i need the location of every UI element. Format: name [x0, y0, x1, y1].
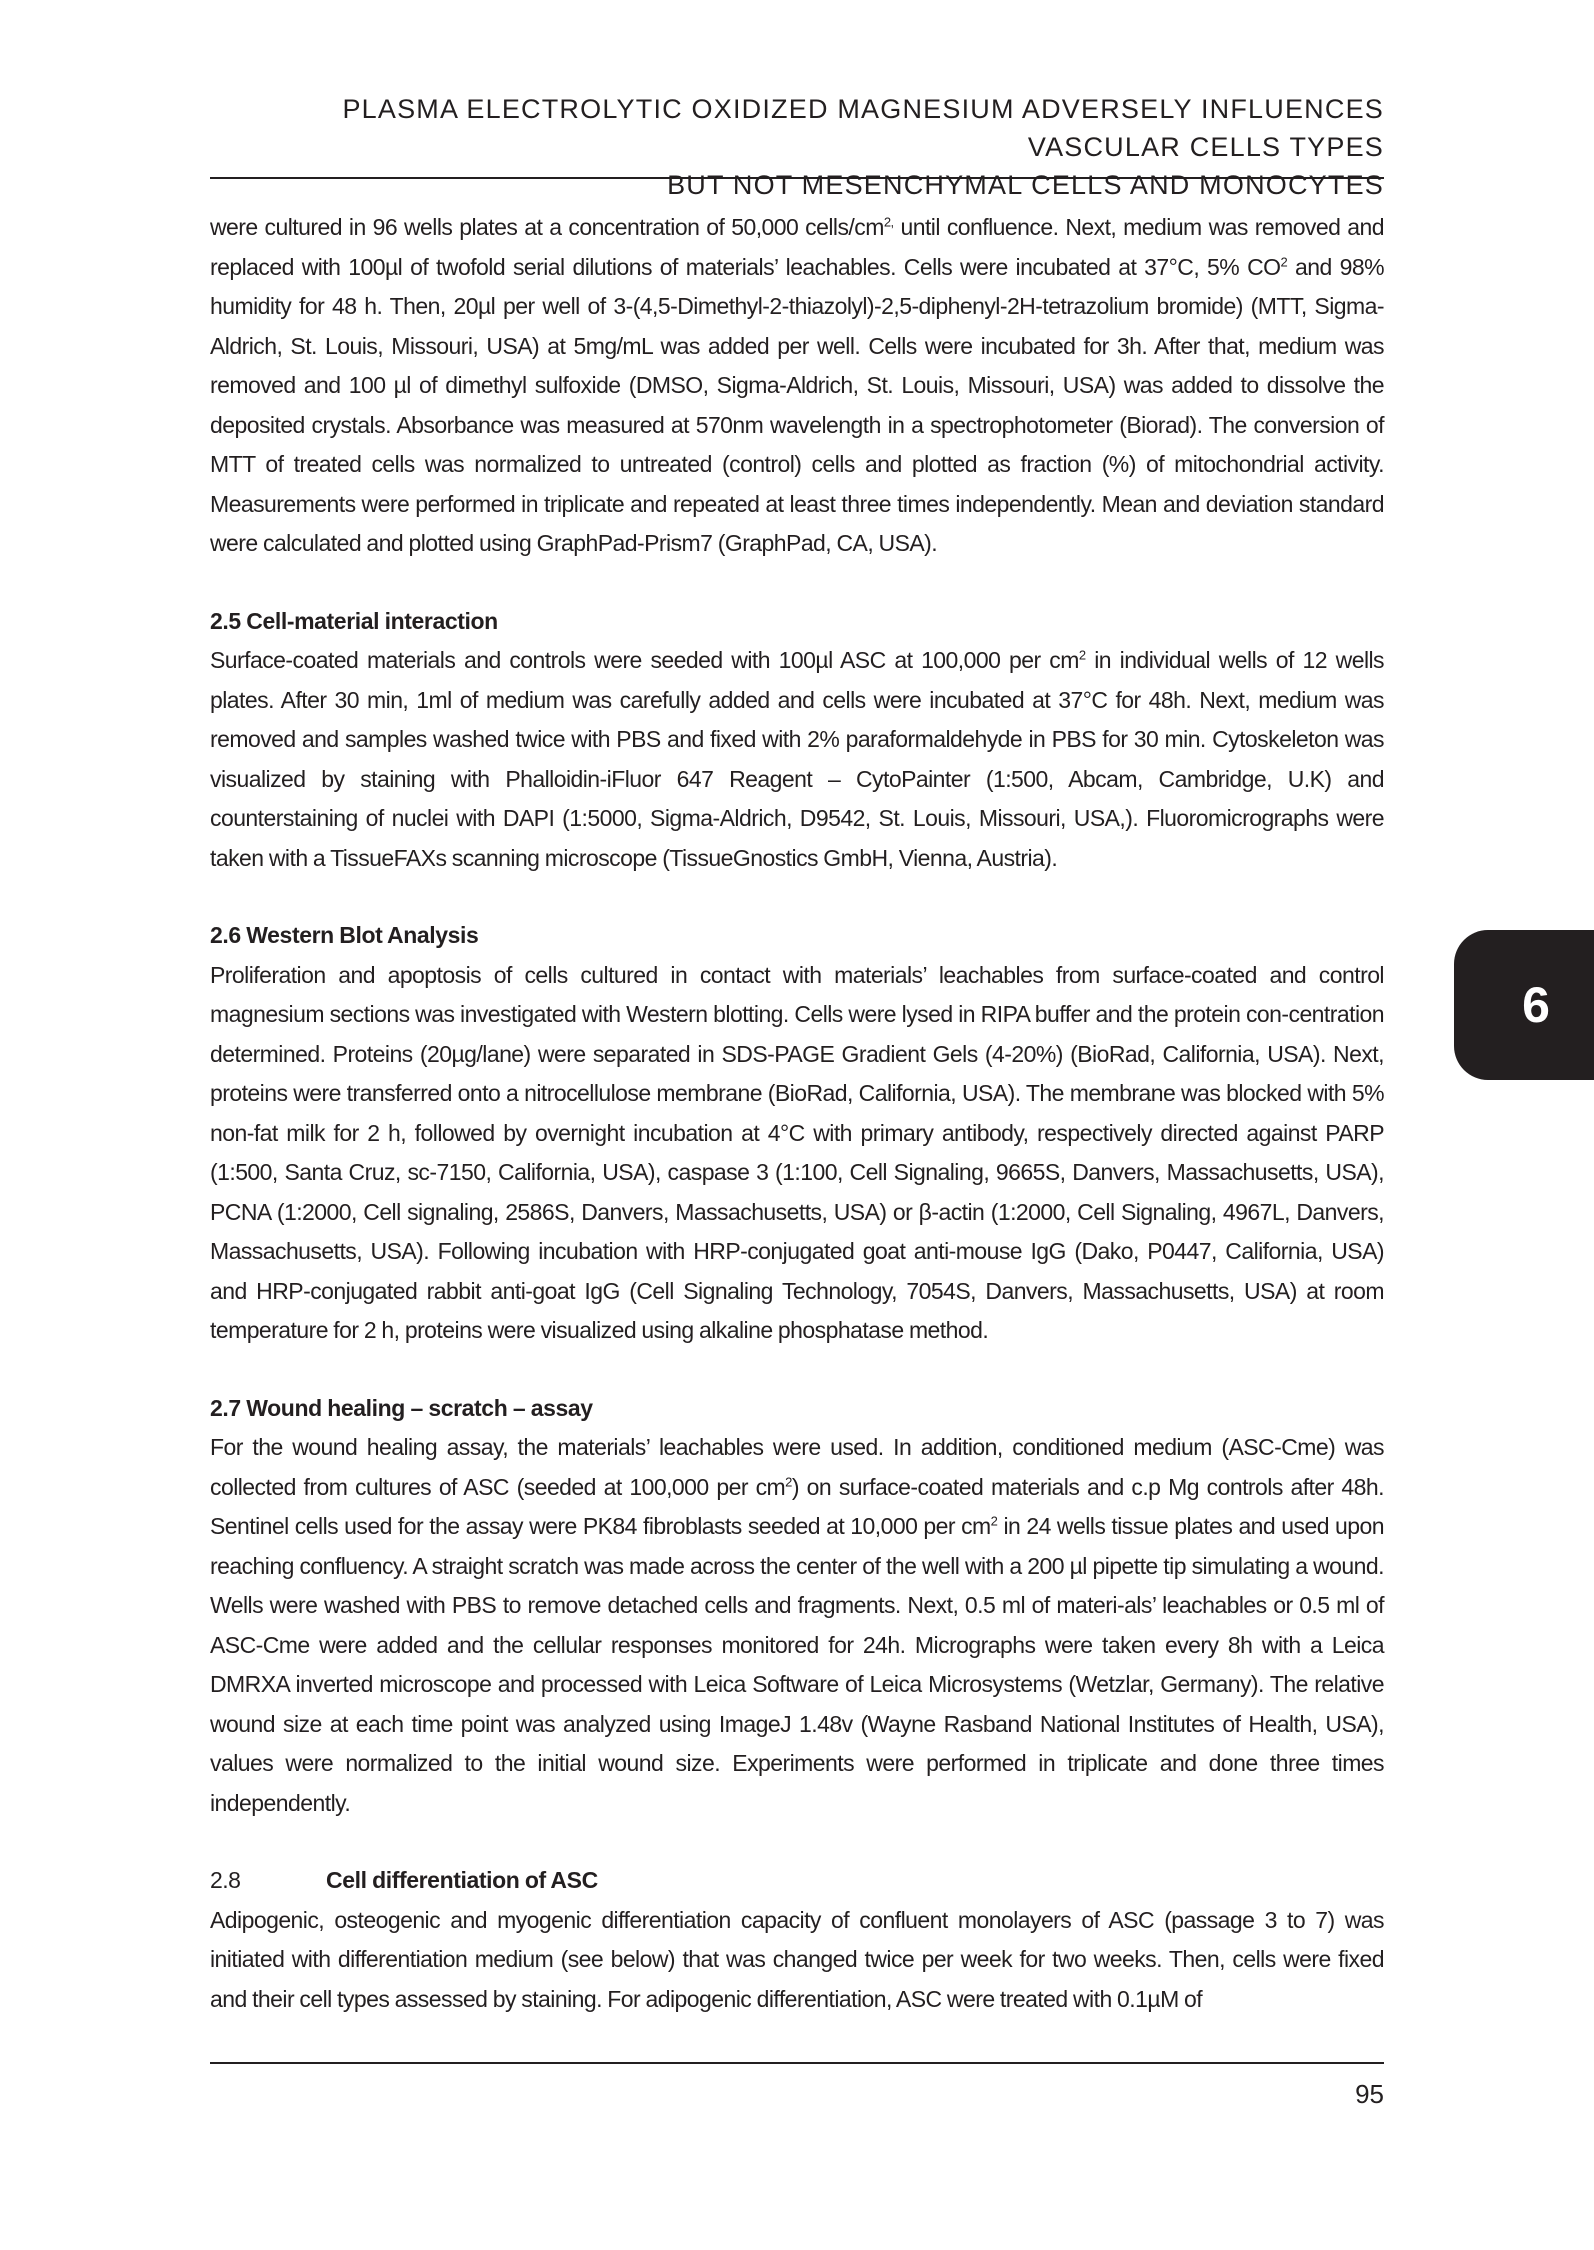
section-title: Cell differentiation of ASC: [326, 1867, 598, 1893]
section-number: 2.8: [210, 1867, 241, 1893]
section-heading-2-6: 2.6 Western Blot Analysis: [210, 922, 479, 948]
section-2-8-paragraph: Adipogenic, osteogenic and myogenic differentiation capacity of confluent monolayers of ASC (passage 3 to 7) was initiated with differentiation medium (see below) that was changed twice per week for two weeks. Then, cells were fixed and their cell types assessed by staining. For adipogenic differentiation, ASC were treated with 0.1µM of: [210, 1906, 1384, 2012]
footer-rule: [210, 2062, 1384, 2064]
running-header-line-1: PLASMA ELECTROLYTIC OXIDIZED MAGNESIUM ADVERSELY INFLUENCES VASCULAR CELLS TYPES: [342, 94, 1384, 162]
page-body: [210, 208, 1384, 2019]
running-header: [210, 90, 1384, 204]
section-2-6-paragraph: Proliferation and apoptosis of cells cultured in contact with materials’ leachables from surface-coated and control magnesium sections was investigated with Western blotting. Cells were lysed in RIPA buffer and the protein con-centration determined. Proteins (20µg/lane) were separated in SDS-PAGE Gradient Gels (4-20%) (BioRad, California, USA). Next, proteins were transferred onto a nitrocellulose membrane (BioRad, California, USA). The membrane was blocked with 5% non-fat milk for 2 h, followed by overnight incubation at 4°C with primary antibody, respectively directed against PARP (1:500, Santa Cruz, sc-7150, California, USA), caspase 3 (1:100, Cell Signaling, 9665S, Danvers, Massachusetts, USA), PCNA (1:2000, Cell signaling, 2586S, Danvers, Massachusetts, USA) or β-actin (1:2000, Cell Signaling, 4967L, Danvers, Massachusetts, USA). Following incubation with HRP-conjugated goat anti-mouse IgG (Dako, P0447, California, USA) and HRP-conjugated rabbit anti-goat IgG (Cell Signaling Technology, 7054S, Danvers, Massachusetts, USA) at room temperature for 2 h, proteins were visualized using alkaline phosphatase method.: [210, 961, 1384, 1343]
intro-paragraph: were cultured in 96 wells plates at a concentration of 50,000 cells/$cm^{2,}$ until confluence. Next, medium was removed and replaced with 100µl of twofold serial dilutions of materials’ leachables. Cells were incubated at 37°C, 5% $CO^2$ and 98% humidity for 48 h. Then, 20µl per well of 3-(4,5-Dimethyl-2-thiazolyl)-2,5-diphenyl-2H-tetrazolium bromide) (MTT, Sigma-Aldrich, St. Louis, Missouri, USA) at 5mg/mL was added per well. Cells were incubated for 3h. After that, medium was removed and 100 µl of dimethyl sulfoxide (DMSO, Sigma-Aldrich, St. Louis, Missouri, USA) was added to dissolve the deposited crystals. Absorbance was measured at 570nm wavelength in a spectrophotometer (Biorad). The conversion of MTT of treated cells was normalized to untreated (control) cells and plotted as fraction (%) of mitochondrial activity. Measurements were performed in triplicate and repeated at least three times independently. Mean and deviation standard were calculated and plotted using GraphPad-Prism7 (GraphPad, CA, USA).: [210, 214, 1384, 556]
section-2-5-paragraph: Surface-coated materials and controls were seeded with 100µl ASC at 100,000 per $cm^2$ in individual wells of 12 wells plates. After 30 min, 1ml of medium was carefully added and cells were incubated at 37°C for 48h. Next, medium was removed and samples washed twice with PBS and fixed with 2% paraformaldehyde in PBS for 30 min. Cytoskeleton was visualized by staining with Phalloidin-iFluor 647 Reagent – CytoPainter (1:500, Abcam, Cambridge, U.K) and counterstaining of nuclei with DAPI (1:5000, Sigma-Aldrich, D9542, St. Louis, Missouri, USA,). Fluoromicrographs were taken with a TissueFAXs scanning microscope (TissueGnostics GmbH, Vienna, Austria).: [210, 647, 1385, 871]
page-number: 95: [1355, 2079, 1384, 2109]
chapter-tab: 6: [1454, 930, 1594, 1080]
section-heading-2-7: 2.7 Wound healing – scratch – assay: [210, 1394, 593, 1421]
section-heading-2-8: [210, 1861, 1384, 1901]
section-heading-2-5: 2.5 Cell-material interaction: [210, 607, 498, 634]
running-header-line-2: BUT NOT MESENCHYMAL CELLS AND MONOCYTES: [667, 170, 1384, 200]
section-2-7-paragraph: For the wound healing assay, the materials’ leachables were used. In addition, conditioned medium (ASC-Cme) was collected from cultures of ASC (seeded at 100,000 per $cm^2$) on surface-coated materials and c.p Mg controls after 48h. Sentinel cells used for the assay were PK84 fibroblasts seeded at 10,000 per $cm^2$ in 24 wells tissue plates and used upon reaching confluency. A straight scratch was made across the center of the well with a 200 µl pipette tip simulating a wound. Wells were washed with PBS to remove detached cells and fragments. Next, 0.5 ml of materi-als’ leachables or 0.5 ml of ASC-Cme were added and the cellular responses monitored for 24h. Micrographs were taken every 8h with a Leica DMRXA inverted microscope and processed with Leica Software of Leica Microsystems (Wetzlar, Germany). The relative wound size at each time point was analyzed using ImageJ 1.48v (Wayne Rasband National Institutes of Health, USA), values were normalized to the initial wound size. Experiments were performed in triplicate and done three times independently.: [210, 1434, 1384, 1816]
header-rule: [210, 177, 1384, 179]
